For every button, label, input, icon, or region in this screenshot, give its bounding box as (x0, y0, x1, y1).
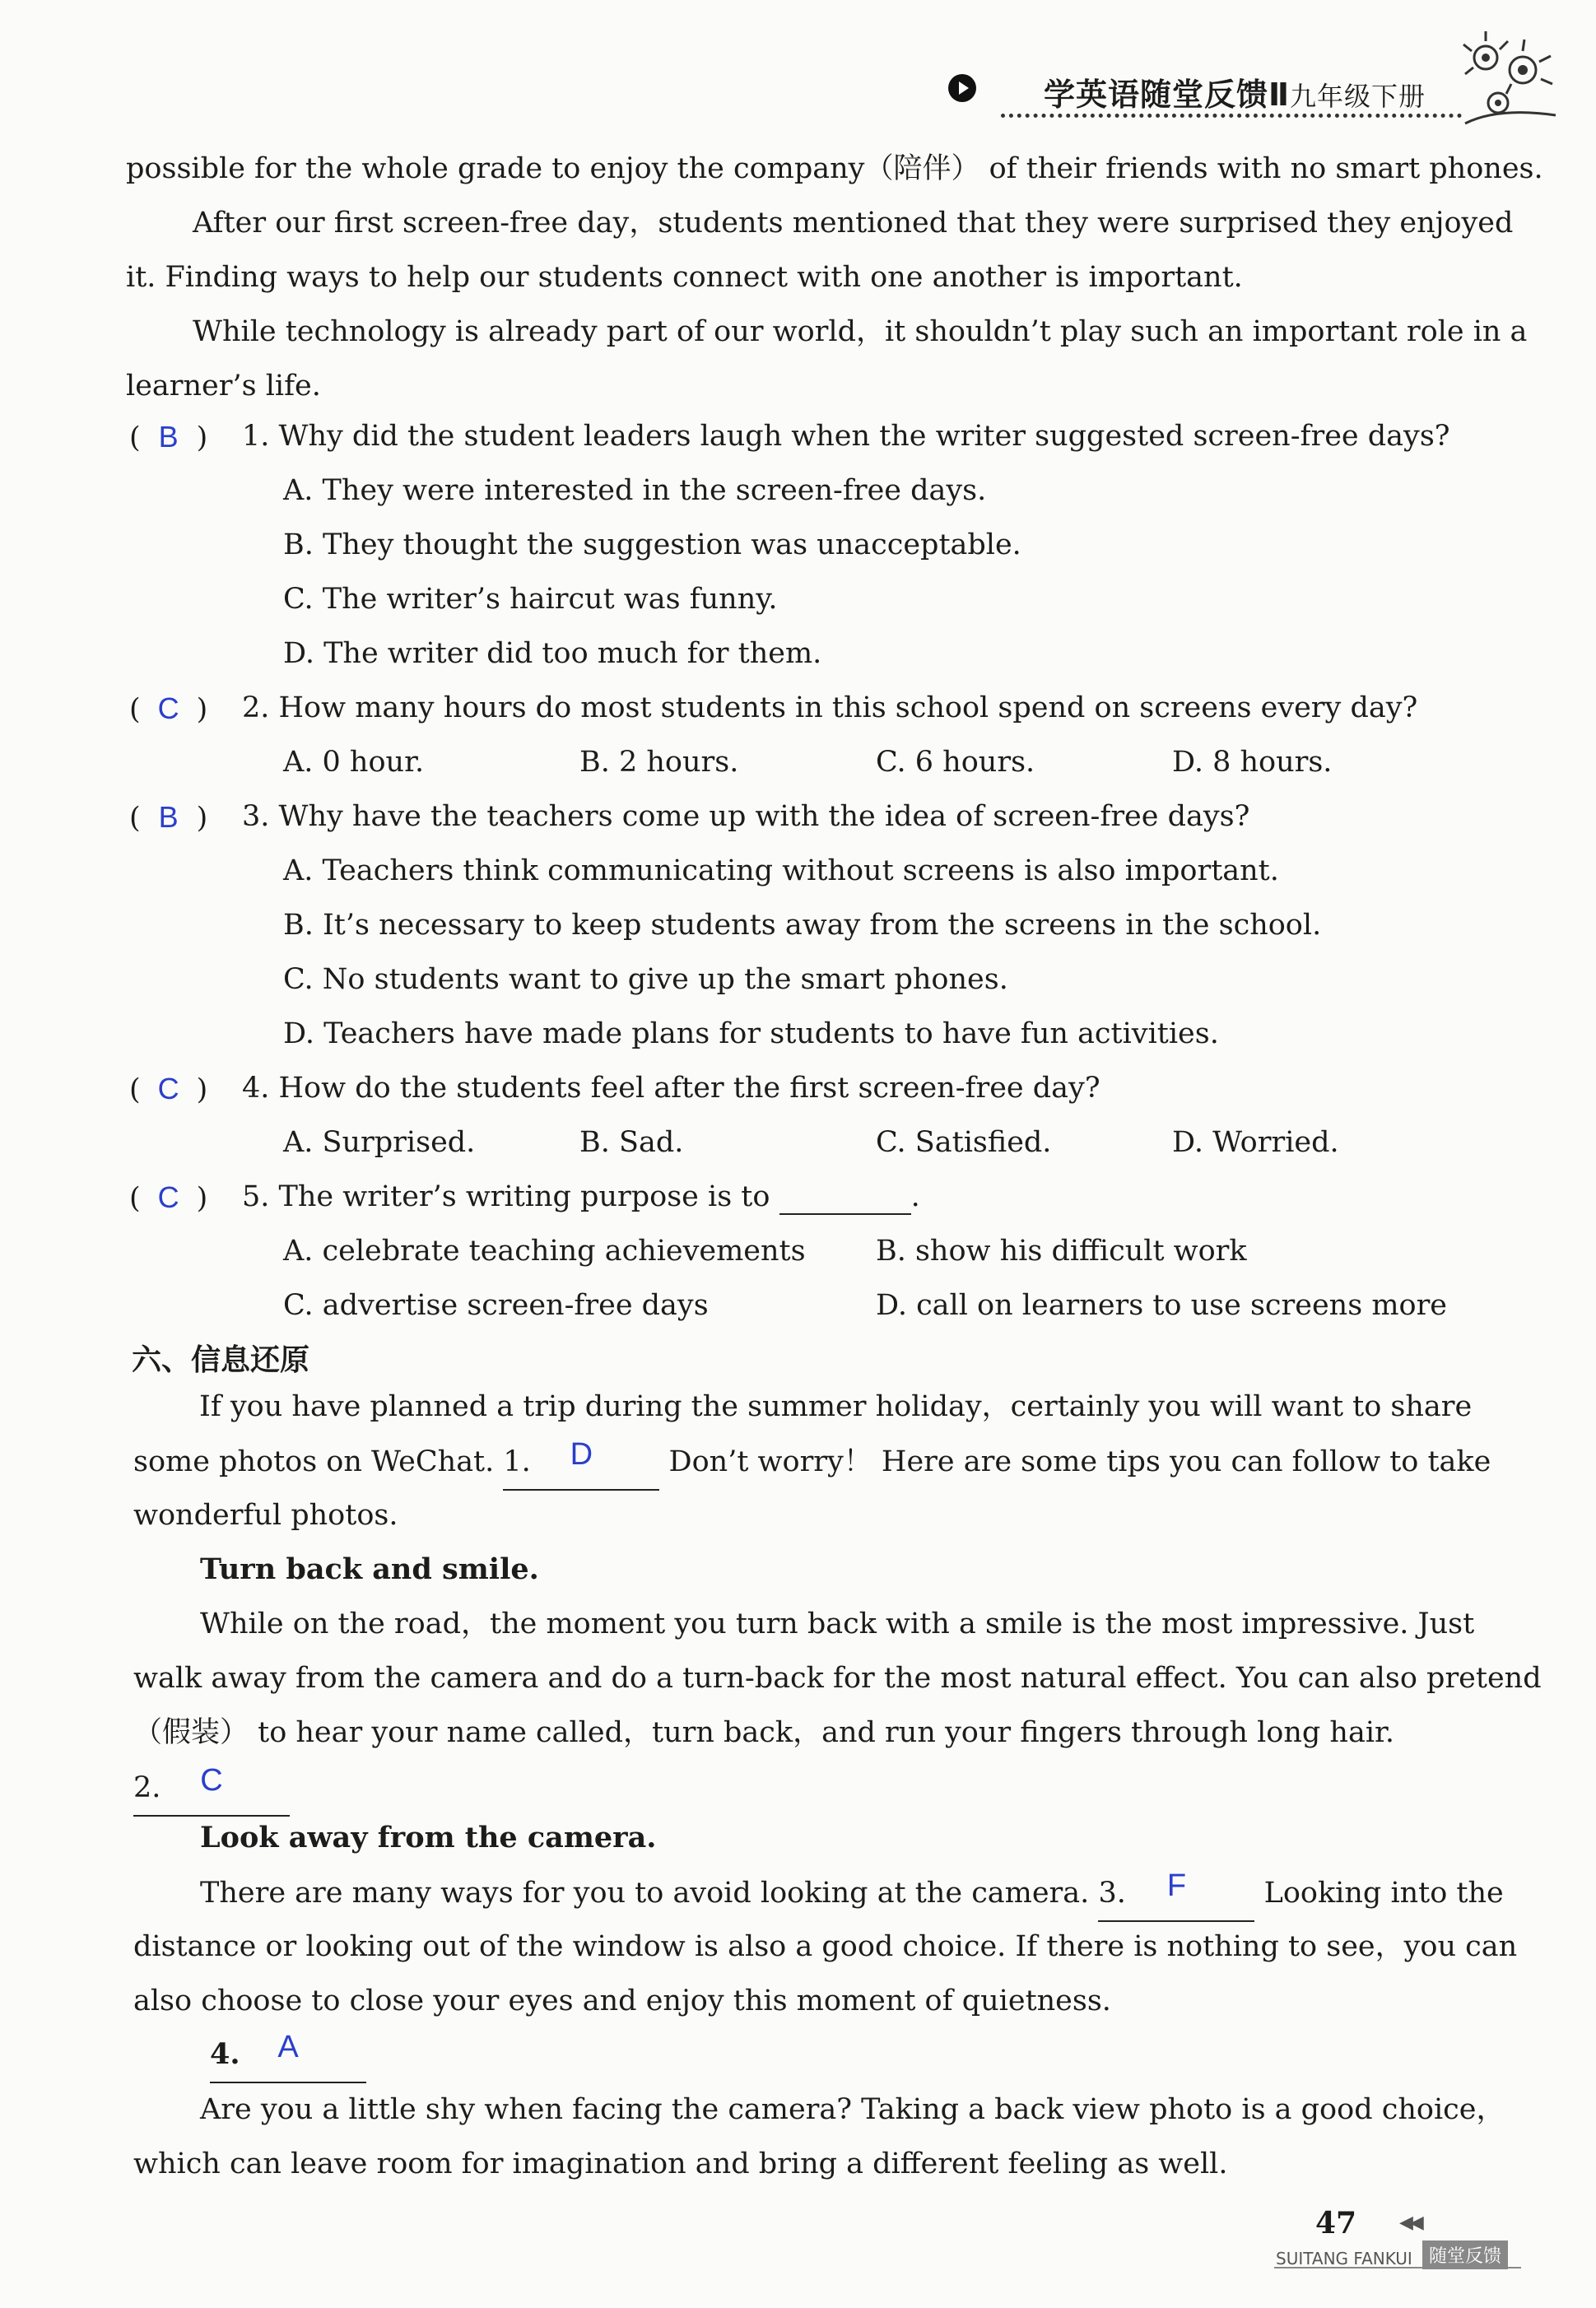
option-b: B. Sad. (579, 1126, 684, 1159)
answer-choice: C (157, 1072, 179, 1105)
answer-blank-4: 4. A (210, 2026, 366, 2083)
option-a: A. Teachers think communicating without screens is also important. (283, 854, 1279, 887)
section-title: 六、信息还原 (132, 1343, 310, 1377)
tip-heading: Look away from the camera. (200, 1821, 657, 1854)
passage-line: After our first screen-free day，students mentioned that they were surprised they enjoyed (193, 207, 1514, 240)
passage-line: While on the road，the moment you turn back with a smile is the most impressive. Just (200, 1608, 1475, 1640)
passage-line: learner’s life. (126, 370, 321, 403)
footer-brand-latin: SUITANG FANKUI (1276, 2249, 1412, 2268)
page-header (938, 66, 1482, 115)
header-dotted-rule (1001, 114, 1462, 118)
option-a: A. Surprised. (283, 1126, 476, 1159)
double-left-arrow-icon: ◀◀ (1399, 2213, 1421, 2233)
header-title: 学英语随堂反馈Ⅱ九年级下册 (1044, 77, 1426, 113)
option-d: D. Teachers have made plans for students to have fun activities. (283, 1017, 1219, 1050)
header-subtitle: 九年级下册 (1290, 81, 1426, 112)
passage-line: wonderful photos. (133, 1499, 398, 1532)
option-c: C. 6 hours. (876, 746, 1035, 779)
option-d: D. 8 hours. (1172, 746, 1333, 779)
footer-brand (1274, 2241, 1521, 2268)
option-c: C. advertise screen-free days (283, 1289, 709, 1322)
passage-line: distance or looking out of the window is also a good choice. If there is nothing to see，you can (133, 1930, 1518, 1963)
tip-heading: Turn back and smile. (200, 1552, 539, 1586)
question-text: 5. The writer’s writing purpose is to . (242, 1180, 920, 1213)
answer-choice: B (158, 800, 179, 834)
question-text: 2. How many hours do most students in this school spend on screens every day? (242, 691, 1418, 724)
passage-line: （假装） to hear your name called，turn back，and run your fingers through long hair. (133, 1716, 1395, 1749)
answer-bracket: ( C ) (129, 691, 208, 726)
flower-decoration-icon (1449, 25, 1572, 140)
option-b: B. It’s necessary to keep students away from the screens in the school. (283, 909, 1322, 942)
option-d: D. The writer did too much for them. (283, 637, 822, 670)
answer-blank-3: 3. F (1098, 1865, 1254, 1922)
play-icon (948, 74, 976, 102)
question-text: 1. Why did the student leaders laugh when the writer suggested screen-free days? (242, 420, 1450, 453)
passage-line (210, 2026, 366, 2083)
passage-line: While technology is already part of our world，it shouldn’t play such an important role in a (193, 315, 1528, 348)
option-b: B. 2 hours. (579, 746, 739, 779)
option-a: A. They were interested in the screen-free days. (283, 474, 987, 507)
option-b: B. They thought the suggestion was unacceptable. (283, 528, 1021, 561)
passage-line: There are many ways for you to avoid looking at the camera. 3. F Looking into the (200, 1865, 1504, 1922)
passage-line: also choose to close your eyes and enjoy this moment of quietness. (133, 1985, 1111, 2017)
footer-rule (1274, 2267, 1521, 2268)
answer-choice: B (158, 420, 179, 454)
answer-choice: C (157, 1180, 179, 1214)
option-d: D. Worried. (1172, 1126, 1339, 1159)
passage-line: which can leave room for imagination and bring a different feeling as well. (133, 2147, 1228, 2180)
answer-blank-1: 1. D (503, 1434, 659, 1491)
option-b: B. show his difficult work (876, 1235, 1247, 1268)
passage-line (133, 1760, 290, 1817)
fill-blank (779, 1180, 911, 1215)
question-text: 4. How do the students feel after the first screen-free day? (242, 1072, 1100, 1105)
option-c: C. No students want to give up the smart phones. (283, 963, 1008, 996)
answer-bracket: ( B ) (129, 420, 208, 454)
answer-choice: C (157, 691, 179, 725)
page-number: 47 (1315, 2206, 1357, 2241)
option-d: D. call on learners to use screens more (876, 1289, 1448, 1322)
option-c: C. The writer’s haircut was funny. (283, 583, 778, 616)
option-c: C. Satisfied. (876, 1126, 1052, 1159)
passage-line: walk away from the camera and do a turn-back for the most natural effect. You can also pretend (133, 1662, 1542, 1695)
answer-bracket: ( B ) (129, 800, 208, 835)
answer-bracket: ( C ) (129, 1072, 208, 1106)
footer-brand-chinese: 随堂反馈 (1422, 2241, 1508, 2269)
question-text: 3. Why have the teachers come up with the idea of screen-free days? (242, 800, 1250, 833)
passage-line: it. Finding ways to help our students connect with one another is important. (126, 261, 1243, 294)
option-a: A. celebrate teaching achievements (283, 1235, 806, 1268)
answer-blank-2: 2. C (133, 1760, 290, 1817)
option-a: A. 0 hour. (283, 746, 425, 779)
passage-line: some photos on WeChat. 1. D Don’t worry！ Here are some tips you can follow to take (133, 1434, 1491, 1491)
passage-line: possible for the whole grade to enjoy the company（陪伴） of their friends with no smart phones. (126, 152, 1543, 185)
answer-bracket: ( C ) (129, 1180, 208, 1215)
passage-line: If you have planned a trip during the summer holiday，certainly you will want to share (199, 1390, 1473, 1423)
passage-line: Are you a little shy when facing the camera? Taking a back view photo is a good choice， (200, 2093, 1505, 2126)
